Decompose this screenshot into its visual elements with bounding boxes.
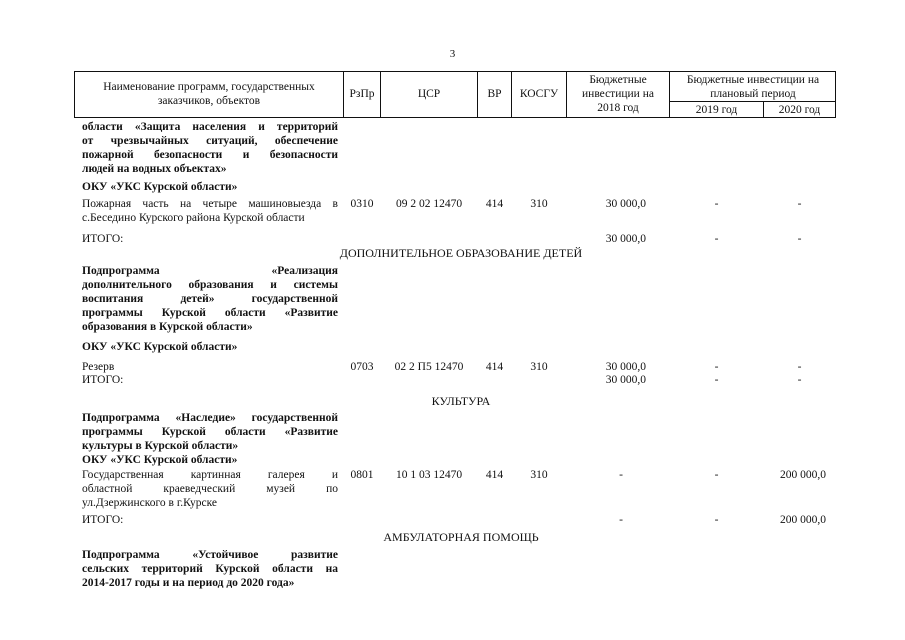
header-2020: 2020 год	[778, 104, 821, 116]
total-2020: -	[797, 374, 802, 386]
total-label: ИТОГО:	[82, 514, 124, 526]
customer-name: ОКУ «УКС Курской области»	[82, 181, 238, 193]
program-line: Подпрограмма «Наследие» государственной	[82, 412, 338, 424]
cell-csr: 10 1 03 12470	[395, 469, 463, 481]
cell-kosgu: 310	[530, 469, 548, 481]
cell-csr: 09 2 02 12470	[395, 198, 463, 210]
header-invest-2018: Бюджетные инвестиции на 2018 год	[582, 74, 654, 114]
total-2019: -	[714, 233, 719, 245]
cell-2019: -	[714, 198, 719, 210]
header-name: Наименование программ, государственных заказчиков, объектов	[103, 81, 315, 107]
object-name: с.Беседино Курского района Курской области	[82, 212, 305, 224]
header-rzpr: РзПр	[349, 88, 375, 100]
program-line: образования в Курской области»	[82, 321, 253, 333]
program-line: от чрезвычайных ситуаций, обеспечение	[82, 135, 338, 147]
cell-2018: 30 000,0	[605, 198, 646, 210]
customer-name: ОКУ «УКС Курской области»	[82, 454, 238, 466]
object-name: Пожарная часть на четыре машиновыезда в	[82, 198, 338, 210]
cell-2018: -	[619, 469, 623, 481]
program-line: Подпрограмма «Реализация	[82, 265, 338, 277]
header-vr: ВР	[487, 88, 502, 100]
program-line: области «Защита населения и территорий	[82, 121, 338, 133]
cell-2019: -	[714, 469, 719, 481]
object-name: Резерв	[82, 361, 115, 373]
table-header	[74, 71, 836, 118]
header-kosgu: КОСГУ	[519, 88, 559, 100]
cell-rzpr: 0801	[350, 469, 374, 481]
program-line: культуры в Курской области»	[82, 440, 239, 452]
section-heading: ДОПОЛНИТЕЛЬНОЕ ОБРАЗОВАНИЕ ДЕТЕЙ	[339, 246, 583, 260]
object-name: ул.Дзержинского в г.Курске	[82, 497, 217, 509]
program-line: программы Курской области «Развитие	[82, 426, 338, 438]
total-2018: -	[619, 514, 623, 526]
cell-rzpr: 0703	[350, 361, 374, 373]
total-2019: -	[714, 514, 719, 526]
cell-csr: 02 2 П5 12470	[394, 361, 464, 373]
cell-vr: 414	[485, 198, 504, 210]
total-2019: -	[714, 374, 719, 386]
program-line: Подпрограмма «Устойчивое развитие	[82, 549, 338, 561]
object-name: Государственная картинная галерея и	[82, 469, 338, 481]
header-plan-title: Бюджетные инвестиции на плановый период	[686, 74, 820, 100]
cell-kosgu: 310	[530, 198, 548, 210]
header-csr: ЦСР	[417, 88, 441, 100]
cell-2018: 30 000,0	[605, 361, 646, 373]
total-label: ИТОГО:	[82, 233, 124, 245]
page-number: 3	[449, 48, 456, 60]
customer-name: ОКУ «УКС Курской области»	[82, 341, 238, 353]
header-2019: 2019 год	[695, 104, 738, 116]
cell-2020: 200 000,0	[780, 469, 826, 481]
cell-2020: -	[797, 198, 802, 210]
program-line: сельских территорий Курской области на	[82, 563, 338, 575]
program-line: программы Курской области «Развитие	[82, 307, 338, 319]
cell-2020: -	[797, 361, 802, 373]
cell-2019: -	[714, 361, 719, 373]
program-line: дополнительного образования и системы	[82, 279, 338, 291]
program-line: 2014-2017 годы и на период до 2020 года»	[82, 577, 295, 589]
cell-vr: 414	[485, 469, 504, 481]
cell-vr: 414	[485, 361, 504, 373]
total-label: ИТОГО:	[82, 374, 124, 386]
total-2018: 30 000,0	[605, 233, 646, 245]
program-line: пожарной безопасности и безопасности	[82, 149, 338, 161]
section-heading: АМБУЛАТОРНАЯ ПОМОЩЬ	[383, 530, 539, 544]
object-name: областной краеведческий музей по	[82, 483, 338, 495]
cell-rzpr: 0310	[350, 198, 374, 210]
program-line: людей на водных объектах»	[82, 163, 227, 175]
section-heading: КУЛЬТУРА	[431, 394, 491, 408]
total-2018: 30 000,0	[605, 374, 646, 386]
total-2020: 200 000,0	[780, 514, 826, 526]
cell-kosgu: 310	[530, 361, 548, 373]
total-2020: -	[797, 233, 802, 245]
program-line: воспитания детей» государственной	[82, 293, 338, 305]
